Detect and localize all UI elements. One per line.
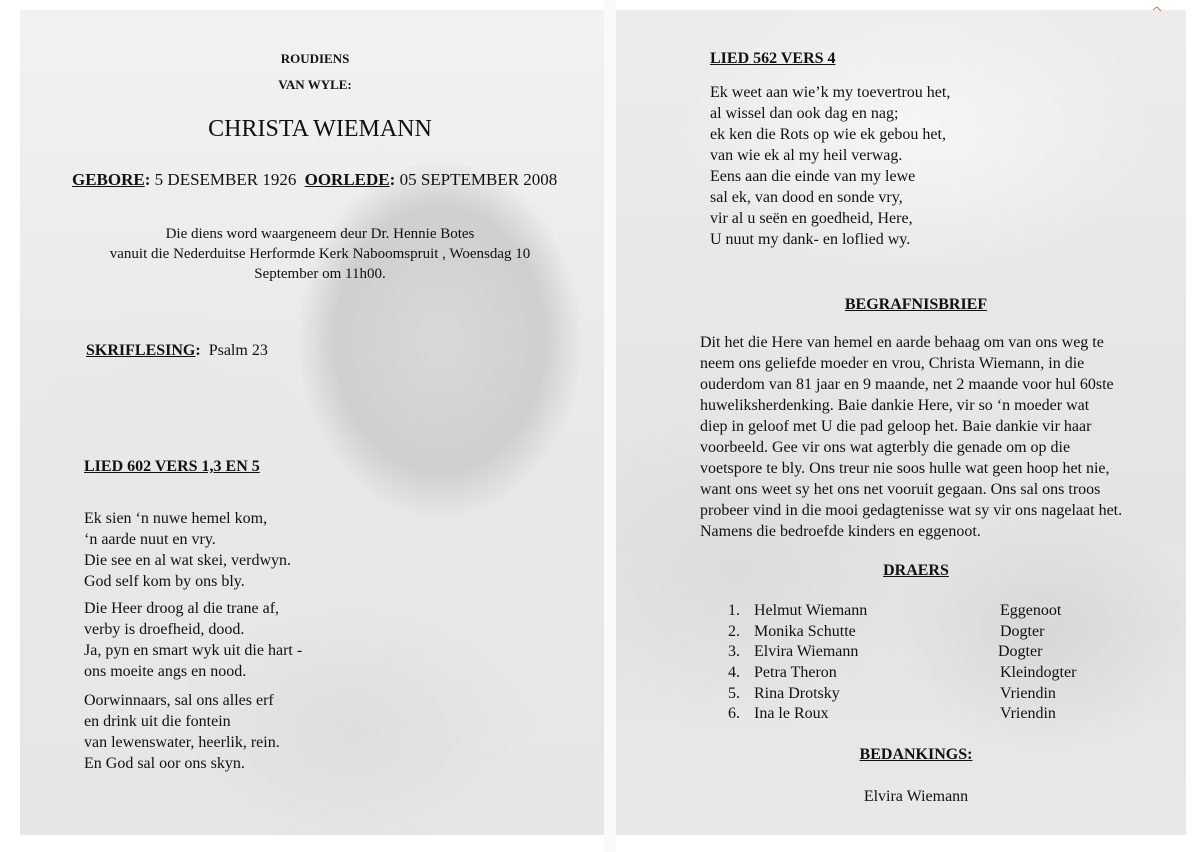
born-value: 5 DESEMBER 1926	[154, 170, 297, 189]
verse-line: ons moeite angs en nood.	[84, 663, 247, 680]
verse-line: en drink uit die fontein	[84, 713, 231, 730]
verse-line: En God sal oor ons skyn.	[84, 755, 245, 772]
verse-line: U nuut my dank- en loflied wy.	[710, 231, 911, 248]
verse-line: Ek sien ‘n nuwe hemel kom,	[84, 510, 268, 527]
service-line: vanuit die Nederduitse Herformde Kerk Naboomspruit , Woensdag 10	[109, 246, 531, 262]
heading-van-wyle: VAN WYLE:	[278, 77, 352, 92]
bearer-role: Dogter	[1000, 623, 1045, 640]
verse-line: Ek weet aan wie’k my toevertrou het,	[710, 84, 951, 101]
bearers-title: DRAERS	[883, 562, 949, 579]
reading-line: SKRIFLESING: Psalm 23	[86, 342, 268, 359]
letter-line: Namens die bedroefde kinders en eggenoot.	[700, 523, 981, 540]
died-label: OORLEDE	[304, 170, 390, 189]
letter-line: voetspore te bly. Ons treur nie soos hulle wat geen hoop het nie,	[700, 460, 1110, 477]
dates-line: GEBORE: 5 DESEMBER 1926 OORLEDE: 05 SEPTEMBER 2008	[72, 170, 558, 189]
bearer-num: 2.	[728, 623, 740, 640]
stanza-1	[84, 508, 291, 592]
verse-line: Eens aan die einde van my lewe	[710, 168, 916, 185]
letter-line: neem ons geliefde moeder en vrou, Christa Wiemann, in die	[700, 355, 1085, 372]
bearer-name: Rina Drotsky	[754, 685, 840, 702]
bearer-name: Monika Schutte	[754, 623, 856, 640]
thanks-name: Elvira Wiemann	[863, 788, 969, 805]
bearer-num: 1.	[728, 602, 740, 619]
letter-line: ouderdom van 81 jaar en 9 maande, net 2 maande voor hul 60ste	[700, 376, 1114, 393]
deceased-name: CHRISTA WIEMANN	[208, 116, 432, 142]
bearer-role: Vriendin	[1000, 685, 1056, 702]
verse-line: verby is droefheid, dood.	[84, 621, 245, 638]
died-value: 05 SEPTEMBER 2008	[399, 170, 558, 189]
funeral-letter	[700, 332, 1122, 542]
stanza-3	[84, 690, 280, 774]
born-label: GEBORE	[72, 170, 145, 189]
bearer-num: 5.	[728, 685, 740, 702]
stanza-2	[84, 598, 302, 682]
verse-line: sal ek, van dood en sonde vry,	[710, 189, 903, 206]
right-page	[616, 10, 1186, 835]
verse-line: God self kom by ons bly.	[84, 573, 245, 590]
verse-line: ‘n aarde nuut en vry.	[84, 531, 216, 548]
verse-line: al wissel dan ook dag en nag;	[710, 105, 899, 122]
verse-line: vir al u seën en goedheid, Here,	[710, 210, 913, 227]
bearer-name: Ina le Roux	[754, 705, 829, 722]
verse-line: van lewenswater, heerlik, rein.	[84, 734, 280, 751]
bearer-name: Elvira Wiemann	[754, 643, 859, 660]
bearer-role: Kleindogter	[1000, 664, 1077, 681]
verse-line: ek ken die Rots op wie ek gebou het,	[710, 126, 946, 143]
bearer-num: 6.	[728, 705, 740, 722]
hymn-602-title: LIED 602 VERS 1,3 EN 5	[84, 458, 260, 475]
page-fold	[604, 0, 616, 852]
bearer-name: Helmut Wiemann	[754, 602, 868, 619]
left-page	[20, 10, 604, 835]
verse-line: Oorwinnaars, sal ons alles erf	[84, 692, 274, 709]
letter-line: want ons weet sy het ons net vooruit gegaan. Ons sal ons troos	[700, 481, 1101, 498]
heading-roudiens: ROUDIENS	[280, 51, 350, 66]
verse-line: Ja, pyn en smart wyk uit die hart -	[84, 642, 303, 659]
hymn-562-title: LIED 562 VERS 4	[710, 50, 836, 67]
service-info	[60, 224, 580, 284]
verse-line: Die Heer droog al die trane af,	[84, 600, 280, 617]
letter-line: huweliksherdenking. Baie dankie Here, vir so ‘n moeder wat	[700, 397, 1090, 414]
reading-label: SKRIFLESING	[86, 342, 196, 359]
bearer-role: Vriendin	[1000, 705, 1056, 722]
letter-line: Dit het die Here van hemel en aarde behaag om van ons weg te	[700, 334, 1104, 351]
thanks-title: BEDANKINGS:	[859, 746, 973, 763]
hymn-562-verse	[710, 82, 950, 250]
service-line: September om 11h00.	[254, 266, 386, 282]
reading-value: Psalm 23	[208, 342, 268, 359]
verse-line: Die see en al wat skei, verdwyn.	[84, 552, 292, 569]
bearer-name: Petra Theron	[754, 664, 837, 681]
bearer-role: Eggenoot	[1000, 602, 1062, 619]
verse-line: van wie ek al my heil verwag.	[710, 147, 903, 164]
bearer-num: 4.	[728, 664, 740, 681]
bearer-num: 3.	[728, 643, 740, 660]
letter-line: diep in geloof met U die pad geloop het. Baie dankie vir haar	[700, 418, 1092, 435]
letter-line: probeer vind in die mooi gedagtenisse wat sy vir ons nagelaat het.	[700, 502, 1123, 519]
letter-title: BEGRAFNISBRIEF	[844, 296, 988, 313]
bearer-role: Dogter	[998, 643, 1043, 660]
ink-mark-icon	[1152, 4, 1162, 14]
letter-line: voorbeeld. Gee vir ons wat agterbly die genade om op die	[700, 439, 1071, 456]
service-line: Die diens word waargeneem deur Dr. Hennie Botes	[165, 226, 475, 242]
